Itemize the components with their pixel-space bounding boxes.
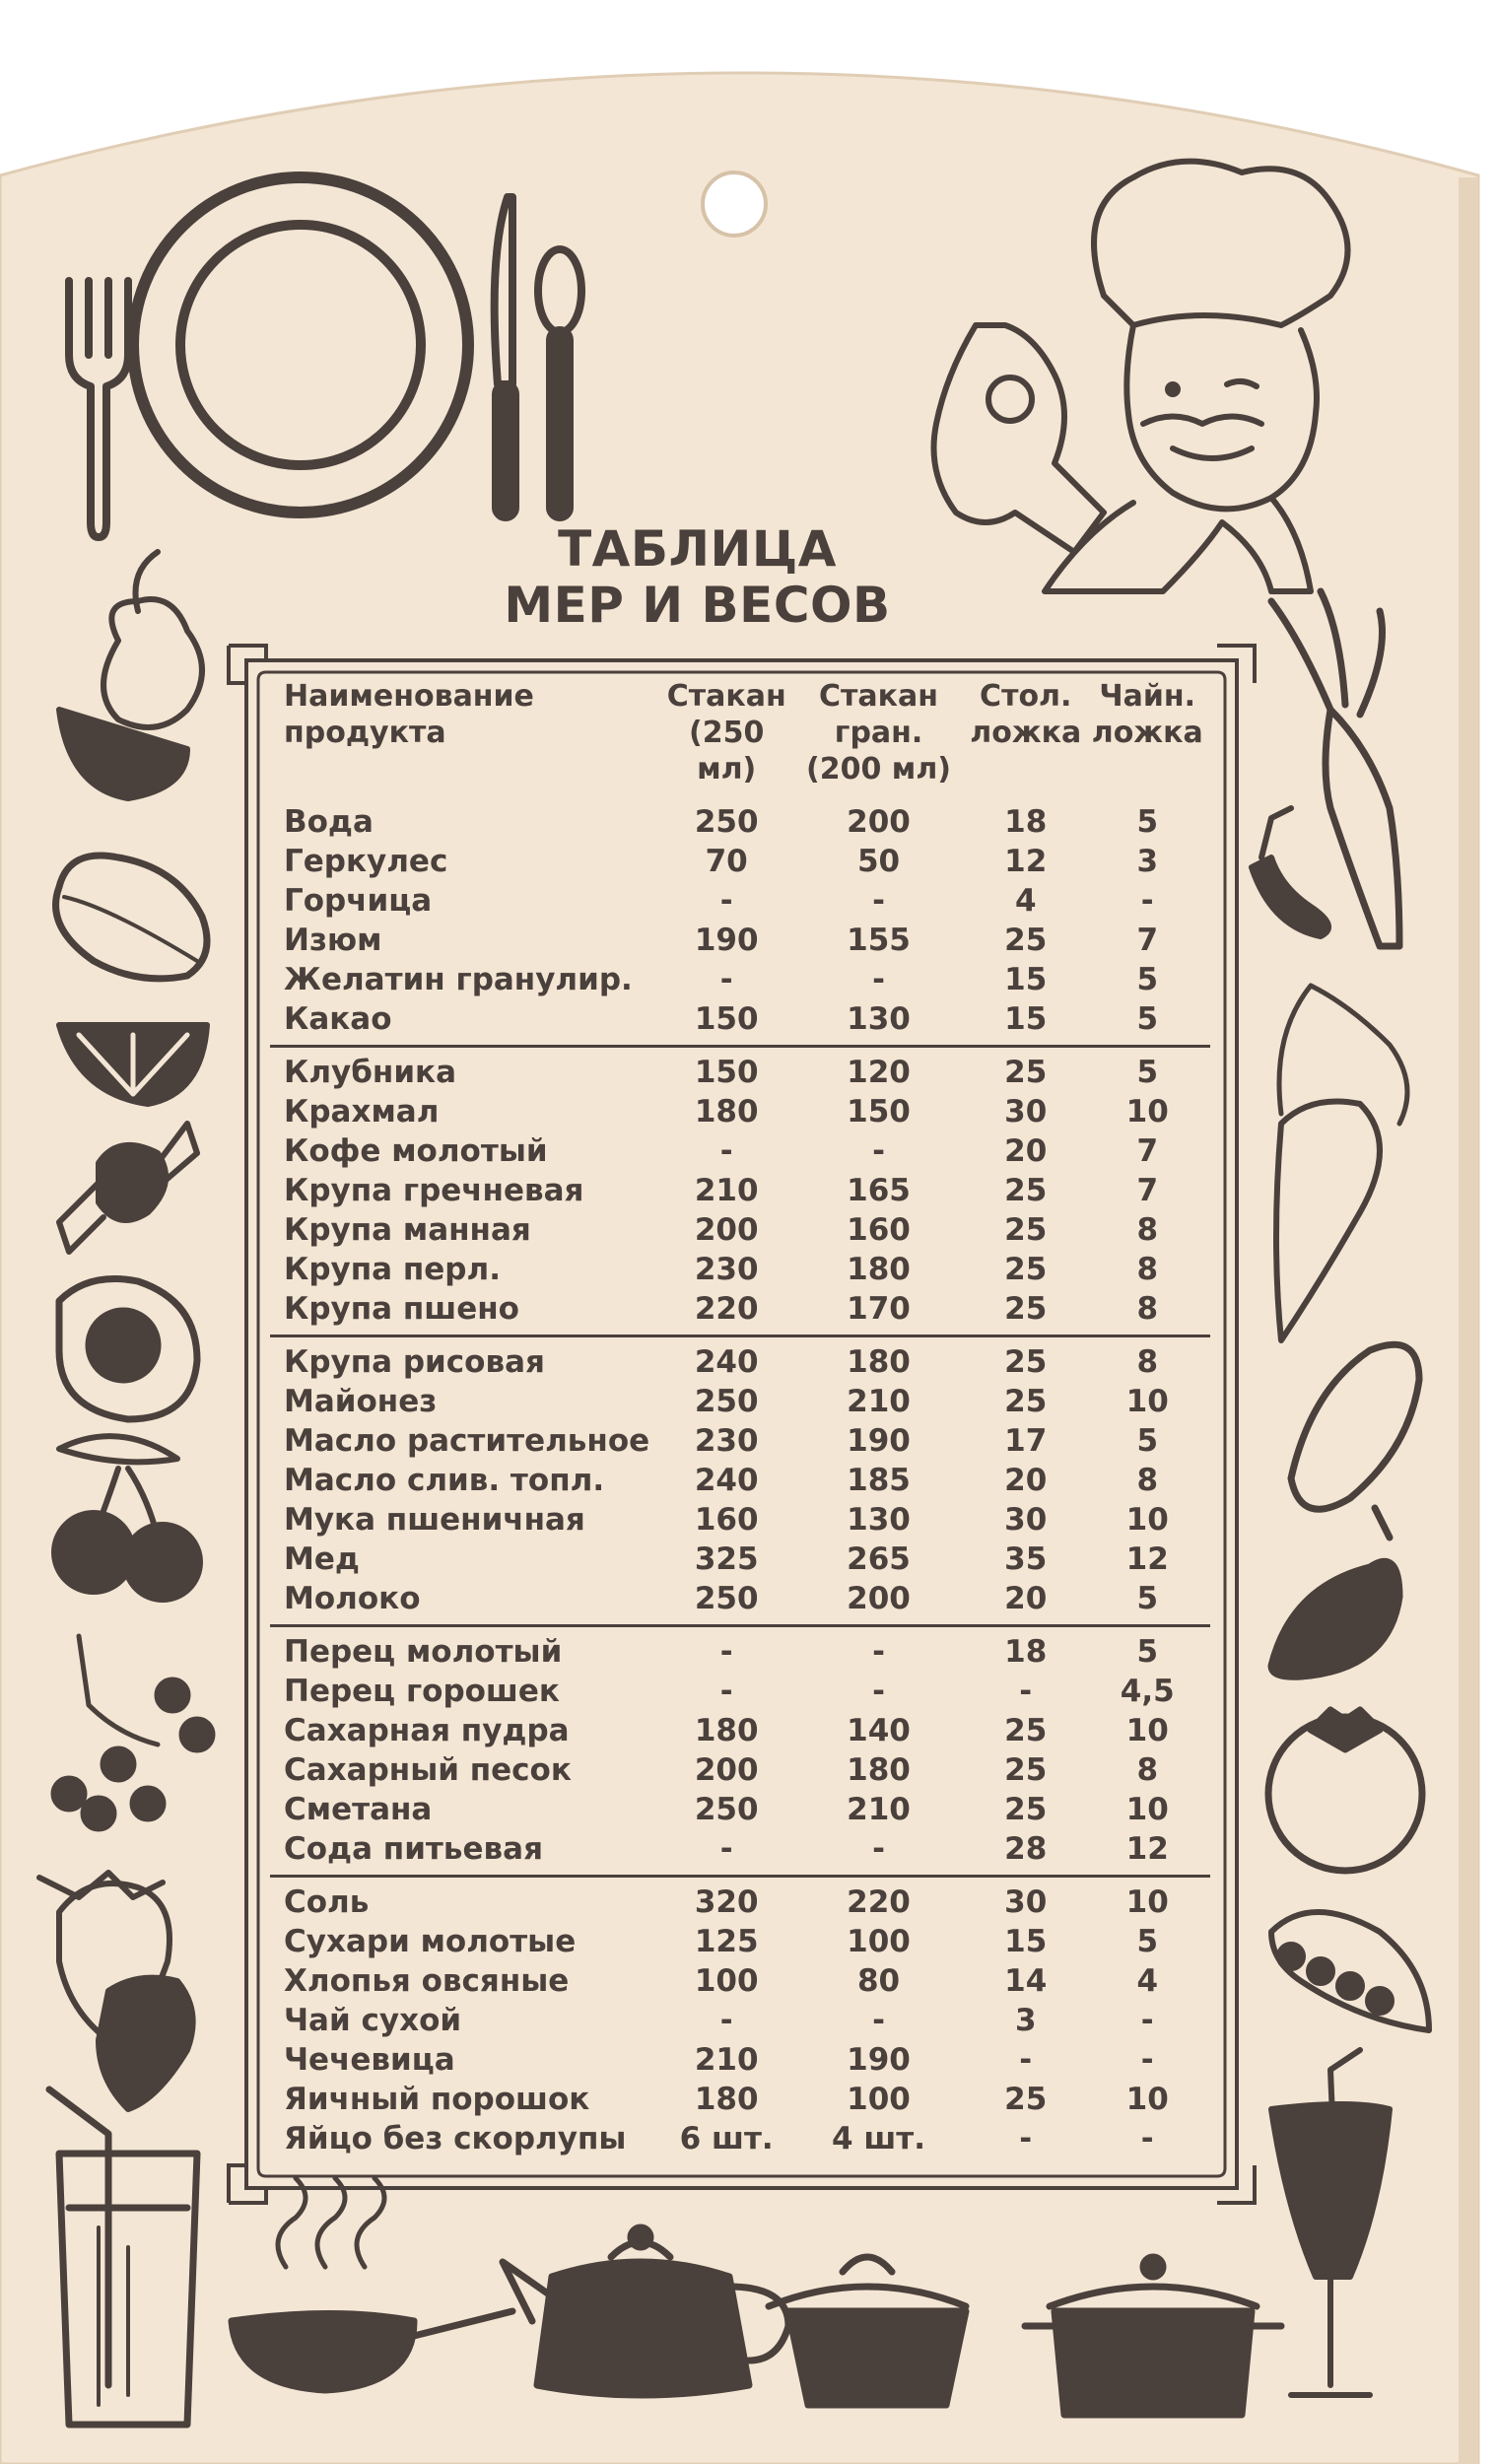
header-teaspoon bbox=[1086, 678, 1208, 787]
table-row bbox=[272, 1500, 1208, 1540]
cell-glass-200: 50 bbox=[856, 844, 901, 879]
cell-product-name: Горчица bbox=[284, 883, 433, 919]
table-row bbox=[272, 1250, 1208, 1289]
header-name-line2: продукта bbox=[284, 716, 446, 750]
knife-icon bbox=[495, 197, 515, 517]
table-row bbox=[272, 1289, 1208, 1329]
cell-glass-200: 100 bbox=[847, 2082, 911, 2117]
divider-line bbox=[270, 1875, 1210, 1878]
cell-teaspoon: 7 bbox=[1136, 923, 1159, 958]
cell-teaspoon: 5 bbox=[1136, 962, 1159, 997]
header-tablespoon-line2: ложка bbox=[970, 716, 1082, 750]
cell-tablespoon: 25 bbox=[1004, 1752, 1048, 1788]
cell-glass-200: 130 bbox=[847, 1001, 911, 1037]
cell-glass-250: 200 bbox=[694, 1212, 759, 1248]
cell-teaspoon: 5 bbox=[1136, 1055, 1159, 1090]
table-row bbox=[272, 1961, 1208, 2001]
cell-teaspoon: 10 bbox=[1125, 1502, 1169, 1538]
header-glass200-line2: (200 мл) bbox=[806, 752, 952, 787]
cell-glass-250: 250 bbox=[694, 1384, 759, 1419]
cell-glass-250: 125 bbox=[694, 1924, 759, 1959]
cell-tablespoon: 15 bbox=[1004, 1001, 1048, 1037]
cell-teaspoon: 8 bbox=[1136, 1344, 1159, 1380]
cell-product-name: Желатин гранулир. bbox=[284, 962, 633, 997]
cell-glass-200: 140 bbox=[847, 1713, 911, 1748]
table-row bbox=[272, 1922, 1208, 1961]
table-row bbox=[272, 1540, 1208, 1579]
cell-teaspoon: - bbox=[1140, 2121, 1154, 2156]
cell-tablespoon: - bbox=[1019, 2042, 1033, 2078]
cell-glass-200: 185 bbox=[847, 1463, 911, 1498]
hanging-hole bbox=[703, 172, 766, 236]
cell-tablespoon: 25 bbox=[1004, 1344, 1048, 1380]
cell-product-name: Крупа рисовая bbox=[284, 1344, 545, 1380]
cell-glass-250: 150 bbox=[694, 1001, 759, 1037]
cell-product-name: Какао bbox=[284, 1001, 392, 1037]
group-divider bbox=[272, 1329, 1208, 1342]
cell-teaspoon: 10 bbox=[1125, 1884, 1169, 1920]
cell-tablespoon: 25 bbox=[1004, 1252, 1048, 1287]
cell-glass-200: 160 bbox=[847, 1212, 911, 1248]
cell-tablespoon: 20 bbox=[1004, 1133, 1048, 1169]
divider-line bbox=[270, 1624, 1210, 1627]
cell-tablespoon: 15 bbox=[1004, 1924, 1048, 1959]
cell-product-name: Мука пшеничная bbox=[284, 1502, 585, 1538]
cell-product-name: Вода bbox=[284, 804, 374, 840]
group-divider bbox=[272, 1039, 1208, 1053]
cell-teaspoon: 4 bbox=[1136, 1963, 1159, 1999]
cell-tablespoon: 30 bbox=[1004, 1094, 1048, 1129]
cell-glass-200: 165 bbox=[847, 1173, 911, 1208]
cell-tablespoon: 25 bbox=[1004, 2082, 1048, 2117]
cell-glass-250: 230 bbox=[694, 1252, 759, 1287]
cell-glass-250: 180 bbox=[694, 1094, 759, 1129]
measures-table bbox=[272, 678, 1208, 2158]
table-row bbox=[272, 1382, 1208, 1421]
cell-glass-200: 100 bbox=[847, 1924, 911, 1959]
cell-tablespoon: 25 bbox=[1004, 923, 1048, 958]
cell-glass-250: - bbox=[719, 883, 733, 919]
cell-tablespoon: 4 bbox=[1014, 883, 1037, 919]
cell-glass-250: 325 bbox=[694, 1541, 759, 1577]
cell-teaspoon: 10 bbox=[1125, 1384, 1169, 1419]
cell-glass-200: 80 bbox=[856, 1963, 901, 1999]
cell-product-name: Изюм bbox=[284, 923, 382, 958]
header-glass250-line2: (250 мл) bbox=[689, 716, 765, 787]
table-row bbox=[272, 1790, 1208, 1829]
cell-glass-250: 250 bbox=[694, 1792, 759, 1827]
table-row bbox=[272, 2001, 1208, 2040]
cell-teaspoon: 10 bbox=[1125, 1713, 1169, 1748]
cell-teaspoon: - bbox=[1140, 2042, 1154, 2078]
cell-glass-200: 120 bbox=[847, 1055, 911, 1090]
cell-glass-200: 170 bbox=[847, 1291, 911, 1327]
header-teaspoon-line1: Чайн. bbox=[1099, 679, 1196, 714]
cell-teaspoon: 12 bbox=[1125, 1541, 1169, 1577]
cell-product-name: Сахарный песок bbox=[284, 1752, 572, 1788]
cell-product-name: Масло растительное bbox=[284, 1423, 650, 1459]
table-row bbox=[272, 1421, 1208, 1461]
cell-tablespoon: 25 bbox=[1004, 1792, 1048, 1827]
cell-glass-200: 180 bbox=[847, 1344, 911, 1380]
table-row bbox=[272, 1882, 1208, 1922]
cell-teaspoon: 4,5 bbox=[1120, 1674, 1175, 1709]
table-row bbox=[272, 921, 1208, 960]
group-divider bbox=[272, 1618, 1208, 1632]
table-row bbox=[272, 1579, 1208, 1618]
cell-product-name: Перец горошек bbox=[284, 1674, 560, 1709]
table-row bbox=[272, 1092, 1208, 1131]
cell-tablespoon: 15 bbox=[1004, 962, 1048, 997]
cell-glass-200: 130 bbox=[847, 1502, 911, 1538]
cell-tablespoon: 25 bbox=[1004, 1212, 1048, 1248]
cell-glass-250: 70 bbox=[705, 844, 748, 879]
cell-tablespoon: 20 bbox=[1004, 1463, 1048, 1498]
cell-product-name: Клубника bbox=[284, 1055, 456, 1090]
cell-teaspoon: 5 bbox=[1136, 1423, 1159, 1459]
table-row bbox=[272, 1053, 1208, 1092]
table-row bbox=[272, 960, 1208, 999]
cell-teaspoon: 5 bbox=[1136, 1581, 1159, 1616]
cell-glass-200: 265 bbox=[847, 1541, 911, 1577]
cell-teaspoon: 5 bbox=[1136, 1924, 1159, 1959]
cell-glass-250: 6 шт. bbox=[679, 2121, 774, 2156]
cell-product-name: Молоко bbox=[284, 1581, 421, 1616]
cell-glass-200: 220 bbox=[847, 1884, 911, 1920]
cell-teaspoon: 8 bbox=[1136, 1752, 1159, 1788]
cell-glass-250: 240 bbox=[694, 1463, 759, 1498]
cell-glass-250: 100 bbox=[694, 1963, 759, 1999]
cell-glass-250: - bbox=[719, 1674, 733, 1709]
cell-teaspoon: 12 bbox=[1125, 1831, 1169, 1867]
cell-teaspoon: 5 bbox=[1136, 804, 1159, 840]
cell-tablespoon: 25 bbox=[1004, 1384, 1048, 1419]
cell-glass-250: 250 bbox=[694, 804, 759, 840]
cell-glass-250: 150 bbox=[694, 1055, 759, 1090]
cell-product-name: Мед bbox=[284, 1541, 360, 1577]
header-tablespoon bbox=[965, 678, 1086, 787]
cell-teaspoon: 10 bbox=[1125, 1792, 1169, 1827]
table-row bbox=[272, 1672, 1208, 1711]
cell-teaspoon: 7 bbox=[1136, 1133, 1159, 1169]
cell-glass-250: 230 bbox=[694, 1423, 759, 1459]
header-product-name bbox=[272, 678, 660, 787]
cell-teaspoon: 10 bbox=[1125, 1094, 1169, 1129]
cell-teaspoon: 8 bbox=[1136, 1252, 1159, 1287]
table-row bbox=[272, 1750, 1208, 1790]
cell-glass-200: - bbox=[872, 1831, 885, 1867]
cell-glass-200: 155 bbox=[847, 923, 911, 958]
cell-product-name: Крупа пшено bbox=[284, 1291, 519, 1327]
header-glass-250 bbox=[660, 678, 792, 787]
header-tablespoon-line1: Стол. bbox=[980, 679, 1072, 714]
table-row bbox=[272, 1711, 1208, 1750]
header-gap bbox=[272, 787, 1208, 802]
cell-glass-250: - bbox=[719, 2003, 733, 2038]
cell-tablespoon: 30 bbox=[1004, 1502, 1048, 1538]
cell-glass-200: 180 bbox=[847, 1752, 911, 1788]
cell-teaspoon: 8 bbox=[1136, 1291, 1159, 1327]
cell-product-name: Сметана bbox=[284, 1792, 433, 1827]
cell-glass-250: - bbox=[719, 962, 733, 997]
cell-glass-200: 190 bbox=[847, 1423, 911, 1459]
cell-glass-250: 240 bbox=[694, 1344, 759, 1380]
table-row bbox=[272, 1171, 1208, 1210]
cell-glass-250: 320 bbox=[694, 1884, 759, 1920]
cell-glass-250: - bbox=[719, 1133, 733, 1169]
table-header-row bbox=[272, 678, 1208, 787]
table-row bbox=[272, 1461, 1208, 1500]
cell-glass-250: 250 bbox=[694, 1581, 759, 1616]
table-row bbox=[272, 999, 1208, 1039]
cell-product-name: Яичный порошок bbox=[284, 2082, 590, 2117]
cell-glass-200: 180 bbox=[847, 1252, 911, 1287]
cell-tablespoon: - bbox=[1019, 2121, 1033, 2156]
cell-product-name: Кофе молотый bbox=[284, 1133, 548, 1169]
cell-glass-200: 210 bbox=[847, 1384, 911, 1419]
cell-glass-250: - bbox=[719, 1831, 733, 1867]
cell-tablespoon: 25 bbox=[1004, 1173, 1048, 1208]
cell-glass-250: 200 bbox=[694, 1752, 759, 1788]
table-body bbox=[272, 787, 1208, 2158]
cell-glass-250: 210 bbox=[694, 2042, 759, 2078]
cell-tablespoon: 28 bbox=[1004, 1831, 1048, 1867]
cell-teaspoon: 3 bbox=[1136, 844, 1159, 879]
cell-teaspoon: 5 bbox=[1136, 1001, 1159, 1037]
cell-glass-250: 210 bbox=[694, 1173, 759, 1208]
cell-product-name: Соль bbox=[284, 1884, 370, 1920]
cell-glass-200: - bbox=[872, 962, 885, 997]
cell-glass-200: 200 bbox=[847, 1581, 911, 1616]
cell-tablespoon: 25 bbox=[1004, 1713, 1048, 1748]
header-name-line1: Наименование bbox=[284, 679, 534, 714]
cell-product-name: Масло слив. топл. bbox=[284, 1463, 605, 1498]
cell-tablespoon: 30 bbox=[1004, 1884, 1048, 1920]
group-divider bbox=[272, 1869, 1208, 1882]
table-row bbox=[272, 1829, 1208, 1869]
cell-glass-200: 200 bbox=[847, 804, 911, 840]
cell-tablespoon: 14 bbox=[1004, 1963, 1048, 1999]
table-row bbox=[272, 2040, 1208, 2080]
header-glass250-line1: Стакан bbox=[666, 679, 786, 714]
table-row bbox=[272, 881, 1208, 921]
table-row bbox=[272, 1210, 1208, 1250]
table-row bbox=[272, 1342, 1208, 1382]
cell-teaspoon: - bbox=[1140, 2003, 1154, 2038]
cell-teaspoon: - bbox=[1140, 883, 1154, 919]
cell-glass-250: 190 bbox=[694, 923, 759, 958]
board-edge bbox=[1459, 177, 1478, 2464]
table-row bbox=[272, 1131, 1208, 1171]
cell-product-name: Хлопья овсяные bbox=[284, 1963, 570, 1999]
cell-tablespoon: 17 bbox=[1004, 1423, 1048, 1459]
header-glass-200 bbox=[792, 678, 965, 787]
cell-glass-250: 180 bbox=[694, 2082, 759, 2117]
cell-tablespoon: 25 bbox=[1004, 1291, 1048, 1327]
cell-tablespoon: 25 bbox=[1004, 1055, 1048, 1090]
cell-glass-250: 220 bbox=[694, 1291, 759, 1327]
cell-tablespoon: 12 bbox=[1004, 844, 1048, 879]
cell-product-name: Яйцо без скорлупы bbox=[284, 2121, 627, 2156]
cell-product-name: Сухари молотые bbox=[284, 1924, 577, 1959]
cell-tablespoon: 20 bbox=[1004, 1581, 1048, 1616]
cell-glass-200: 4 шт. bbox=[832, 2121, 926, 2156]
table-row bbox=[272, 842, 1208, 881]
cell-teaspoon: 8 bbox=[1136, 1463, 1159, 1498]
divider-line bbox=[270, 1045, 1210, 1048]
cell-product-name: Чечевица bbox=[284, 2042, 455, 2078]
cell-product-name: Майонез bbox=[284, 1384, 438, 1419]
cell-glass-250: 180 bbox=[694, 1713, 759, 1748]
cell-teaspoon: 10 bbox=[1125, 2082, 1169, 2117]
cell-tablespoon: 18 bbox=[1004, 1634, 1048, 1670]
cell-product-name: Крупа манная bbox=[284, 1212, 531, 1248]
cell-teaspoon: 8 bbox=[1136, 1212, 1159, 1248]
board-title-line2: МЕР И ВЕСОВ bbox=[504, 577, 891, 634]
header-glass200-line1: Стакан гран. bbox=[819, 679, 939, 750]
cell-teaspoon: 7 bbox=[1136, 1173, 1159, 1208]
cell-tablespoon: 3 bbox=[1014, 2003, 1037, 2038]
cell-product-name: Крупа гречневая bbox=[284, 1173, 584, 1208]
table-row bbox=[272, 2080, 1208, 2119]
board-title-line1: ТАБЛИЦА bbox=[558, 520, 837, 578]
cell-glass-200: - bbox=[872, 1634, 885, 1670]
cell-product-name: Сахарная пудра bbox=[284, 1713, 570, 1748]
table-row bbox=[272, 802, 1208, 842]
divider-line bbox=[270, 1335, 1210, 1337]
cell-glass-200: - bbox=[872, 1133, 885, 1169]
cell-tablespoon: 35 bbox=[1004, 1541, 1048, 1577]
table-row bbox=[272, 1632, 1208, 1672]
cell-teaspoon: 5 bbox=[1136, 1634, 1159, 1670]
table-row bbox=[272, 2119, 1208, 2158]
cell-glass-200: 190 bbox=[847, 2042, 911, 2078]
cell-product-name: Крахмал bbox=[284, 1094, 440, 1129]
cell-product-name: Геркулес bbox=[284, 844, 448, 879]
cell-glass-250: 160 bbox=[694, 1502, 759, 1538]
cell-tablespoon: - bbox=[1019, 1674, 1033, 1709]
cell-glass-200: 210 bbox=[847, 1792, 911, 1827]
cell-product-name: Сода питьевая bbox=[284, 1831, 543, 1867]
cell-glass-250: - bbox=[719, 1634, 733, 1670]
cell-product-name: Крупа перл. bbox=[284, 1252, 501, 1287]
cell-product-name: Чай сухой bbox=[284, 2003, 462, 2038]
cell-glass-200: 150 bbox=[847, 1094, 911, 1129]
cell-glass-200: - bbox=[872, 1674, 885, 1709]
cell-glass-200: - bbox=[872, 2003, 885, 2038]
header-teaspoon-line2: ложка bbox=[1091, 716, 1203, 750]
cell-tablespoon: 18 bbox=[1004, 804, 1048, 840]
cell-glass-200: - bbox=[872, 883, 885, 919]
cell-product-name: Перец молотый bbox=[284, 1634, 563, 1670]
